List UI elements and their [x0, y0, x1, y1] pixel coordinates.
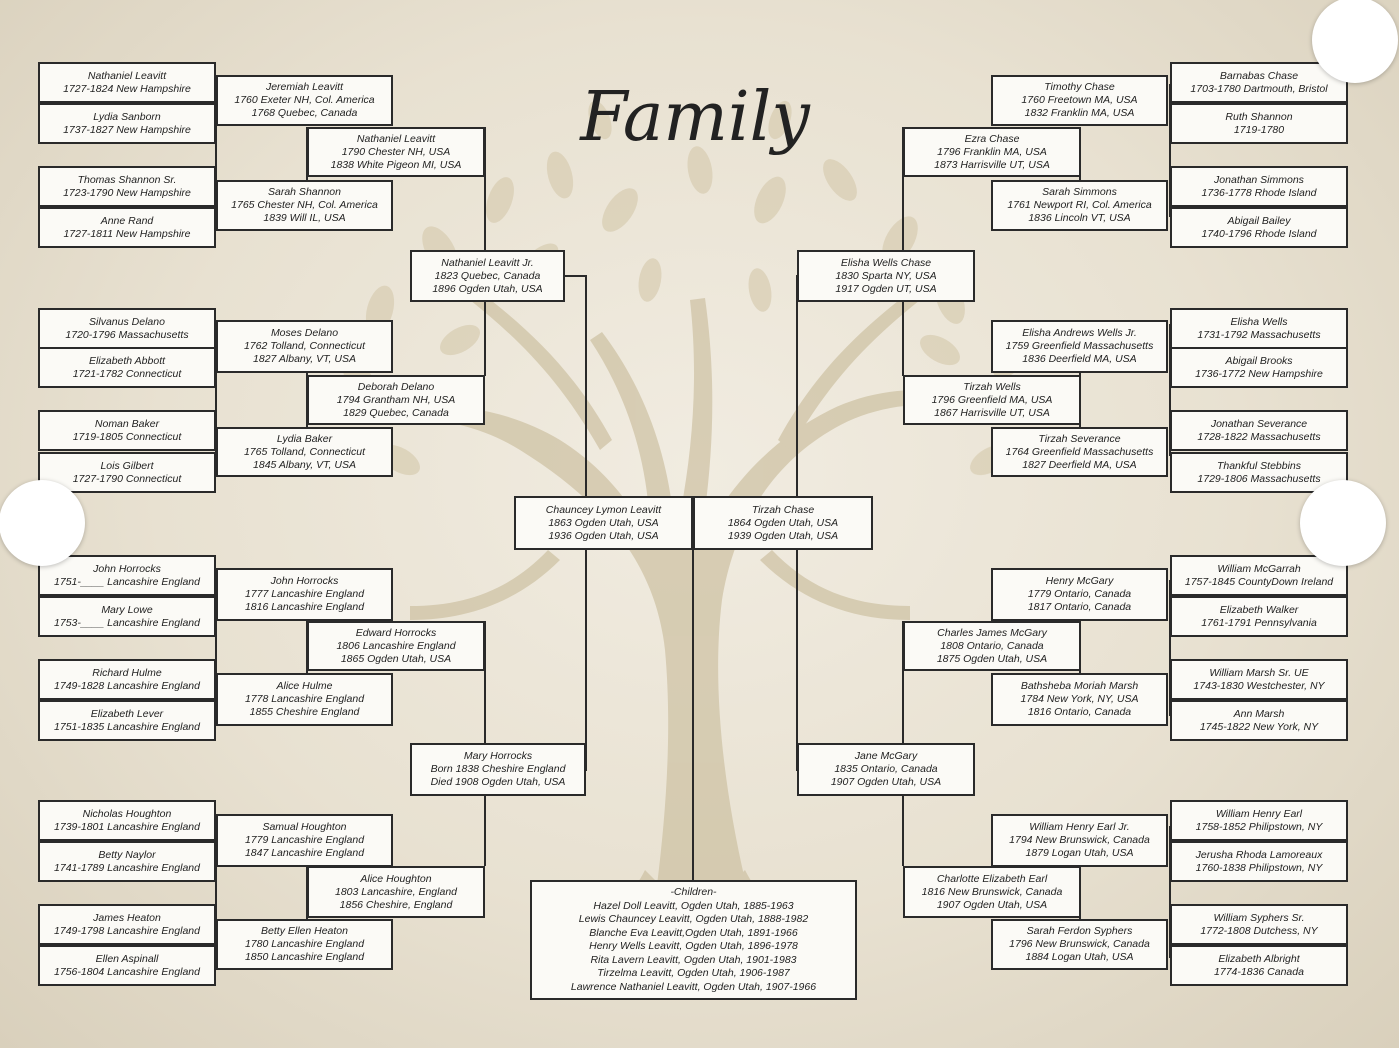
person-name: Ann Marsh	[1233, 707, 1285, 720]
page-title: Family	[580, 78, 810, 157]
person-name: Tirzah Chase	[751, 503, 815, 516]
person-name: Edward Horrocks	[355, 626, 437, 639]
child-entry: Lewis Chauncey Leavitt, Ogden Utah, 1888-1982	[578, 913, 809, 925]
person-name: Mary Horrocks	[463, 750, 533, 762]
person-name: Nathaniel Leavitt	[87, 69, 167, 82]
person-name: Barnabas Chase	[1219, 69, 1299, 82]
person-name: Sarah Simmons	[1042, 186, 1117, 198]
person-dates: 1727-1790 Connecticut	[72, 472, 182, 485]
person-box-gg-mary-lowe	[38, 596, 216, 637]
person-dates: 1740-1796 Rhode Island	[1201, 227, 1317, 240]
person-name: Thankful Stebbins	[1216, 459, 1302, 472]
person-name: Silvanus Delano	[89, 315, 165, 328]
person-dates: 1816 Ontario, Canada	[1027, 706, 1132, 718]
person-box-c-chauncey	[514, 496, 693, 550]
person-name: John Horrocks	[270, 575, 339, 587]
person-dates: 1794 New Brunswick, Canada	[1009, 834, 1150, 846]
nav-circle-right[interactable]	[1300, 480, 1386, 566]
person-box-gp-nathaniel-leavitt	[307, 127, 485, 177]
person-box-gg-betty-naylor	[38, 841, 216, 882]
person-box-gg-nathaniel-leavitt	[38, 62, 216, 103]
person-name: Ezra Chase	[964, 132, 1020, 145]
person-dates: 1816 Lancashire England	[244, 601, 365, 613]
child-entry: Henry Wells Leavitt, Ogden Utah, 1896-1978	[589, 940, 798, 952]
person-dates: 1850 Lancashire England	[244, 951, 365, 963]
person-name: Jerusha Rhoda Lamoreaux	[1195, 848, 1323, 861]
person-box-g-lydia-baker	[216, 427, 393, 477]
person-name: William Henry Earl	[1215, 807, 1303, 820]
person-dates: 1760 Freetown MA, USA	[1021, 94, 1138, 106]
person-dates: 1761 Newport RI, Col. America	[1007, 199, 1152, 211]
person-name: William McGarrah	[1217, 562, 1301, 575]
person-dates: Born 1838 Cheshire England	[430, 763, 566, 775]
person-name: Elisha Wells	[1230, 315, 1288, 328]
person-name: Mary Lowe	[101, 603, 153, 616]
person-dates: 1803 Lancashire, England	[334, 885, 457, 898]
person-name: Tirzah Wells	[963, 380, 1021, 393]
person-name: William Henry Earl Jr.	[1029, 821, 1130, 833]
person-box-gg-elizabeth-lever	[38, 700, 216, 741]
person-box-g-jeremiah-leavitt	[216, 75, 393, 126]
person-dates: 1780 Lancashire England	[244, 938, 365, 950]
person-dates: 1753-____ Lancashire England	[54, 616, 200, 629]
person-box-gp-charles-mcgary	[903, 621, 1081, 671]
person-dates: 1806 Lancashire England	[336, 639, 456, 652]
person-name: James Heaton	[93, 911, 161, 924]
person-dates: 1749-1828 Lancashire England	[54, 679, 200, 692]
person-dates: 1847 Lancashire England	[244, 847, 365, 859]
person-dates: 1794 Grantham NH, USA	[336, 393, 456, 406]
person-box-p-jane-mcgary	[797, 743, 975, 796]
person-box-gg-abigail-bailey	[1170, 207, 1348, 248]
person-dates: 1756-1804 Lancashire England	[54, 965, 200, 978]
person-name: Tirzah Severance	[1038, 432, 1121, 445]
person-dates: 1731-1792 Massachusetts	[1197, 328, 1321, 341]
person-box-gg-elizabeth-abbott	[38, 347, 216, 388]
person-name: Abigail Bailey	[1227, 214, 1291, 227]
person-box-gg-james-heaton	[38, 904, 216, 945]
person-name: Ruth Shannon	[1225, 110, 1293, 123]
person-dates: 1907 Ogden Utah, USA	[830, 776, 942, 788]
person-box-g-elisha-andrews-wells	[991, 320, 1168, 373]
child-entry: Blanche Eva Leavitt,Ogden Utah, 1891-1966	[589, 926, 798, 939]
person-dates: 1879 Logan Utah, USA	[1025, 847, 1134, 859]
person-dates: 1765 Tolland, Connecticut	[243, 445, 366, 458]
person-name: Elizabeth Albright	[1218, 952, 1300, 965]
person-dates: 1768 Quebec, Canada	[251, 107, 358, 119]
person-dates: 1779 Ontario, Canada	[1027, 588, 1132, 600]
person-name: Jane McGary	[854, 750, 918, 762]
person-dates: 1796 Franklin MA, USA	[937, 145, 1047, 158]
person-dates: 1741-1789 Lancashire England	[54, 861, 200, 874]
person-box-p-elisha-wells-chase	[797, 250, 975, 302]
person-dates: 1839 Will IL, USA	[263, 212, 346, 224]
person-dates: 1939 Ogden Utah, USA	[727, 529, 839, 542]
person-box-gg-william-mcgarrah	[1170, 555, 1348, 596]
person-name: Alice Houghton	[360, 872, 432, 885]
person-name: Nathaniel Leavitt	[356, 132, 436, 145]
person-name: Samual Houghton	[262, 821, 347, 833]
person-dates: 1936 Ogden Utah, USA	[548, 529, 659, 542]
person-name: Betty Ellen Heaton	[261, 925, 348, 937]
person-box-gg-lydia-sanborn	[38, 103, 216, 144]
person-name: Chauncey Lymon Leavitt	[545, 503, 662, 516]
person-box-p-mary-horrocks	[410, 743, 586, 796]
person-dates: 1845 Albany, VT, USA	[253, 458, 356, 471]
children-heading: -Children-	[670, 886, 717, 898]
person-dates: 1863 Ogden Utah, USA	[548, 516, 659, 529]
person-box-p-nathaniel-leavitt-jr	[410, 250, 565, 302]
person-box-gg-nicholas-houghton	[38, 800, 216, 841]
person-name: Lydia Baker	[276, 432, 333, 445]
person-box-gg-elizabeth-albright	[1170, 945, 1348, 986]
person-dates: 1719-1805 Connecticut	[72, 430, 182, 443]
person-dates: 1823 Quebec, Canada	[434, 269, 541, 282]
person-dates: 1745-1822 New York, NY	[1199, 720, 1319, 733]
person-dates: 1751-____ Lancashire England	[54, 575, 200, 588]
person-dates: 1720-1796 Massachusetts	[65, 328, 189, 341]
nav-circle-left[interactable]	[0, 480, 85, 566]
person-dates: 1765 Chester NH, Col. America	[231, 199, 378, 211]
person-box-gg-ann-marsh	[1170, 700, 1348, 741]
person-dates: 1736-1778 Rhode Island	[1201, 186, 1317, 199]
person-dates: 1727-1811 New Hampshire	[63, 227, 191, 240]
person-dates: 1751-1835 Lancashire England	[54, 720, 200, 733]
person-dates: 1790 Chester NH, USA	[341, 145, 451, 158]
person-box-g-sarah-shannon	[216, 180, 393, 231]
person-box-gg-barnabas-chase	[1170, 62, 1348, 103]
person-dates: 1836 Lincoln VT, USA	[1028, 212, 1131, 224]
person-dates: 1743-1830 Westchester, NY	[1193, 679, 1325, 692]
person-dates: 1728-1822 Massachusetts	[1197, 430, 1321, 443]
person-dates: 1778 Lancashire England	[244, 693, 365, 705]
person-dates: 1816 New Brunswick, Canada	[921, 885, 1063, 898]
person-box-g-henry-mcgary	[991, 568, 1168, 621]
person-dates: 1761-1791 Pennsylvania	[1201, 616, 1317, 629]
person-box-gg-noman-baker	[38, 410, 216, 451]
person-name: Thomas Shannon Sr.	[77, 173, 177, 186]
person-dates: 1817 Ontario, Canada	[1027, 601, 1132, 613]
person-box-g-sarah-simmons	[991, 180, 1168, 231]
person-name: Jonathan Simmons	[1214, 173, 1304, 186]
person-box-g-william-henry-earl-jr	[991, 814, 1168, 867]
person-name: Charles James McGary	[937, 626, 1047, 639]
person-dates: 1703-1780 Dartmouth, Bristol	[1190, 82, 1328, 95]
person-name: Nicholas Houghton	[82, 807, 172, 820]
person-name: Anne Rand	[100, 214, 154, 227]
person-box-gg-anne-rand	[38, 207, 216, 248]
person-dates: 1749-1798 Lancashire England	[54, 924, 200, 937]
person-dates: 1739-1801 Lancashire England	[54, 820, 200, 833]
person-dates: 1873 Harrisville UT, USA	[934, 158, 1050, 171]
person-dates: 1719-1780	[1233, 123, 1285, 136]
person-box-gg-elizabeth-walker	[1170, 596, 1348, 637]
person-box-gg-jonathan-severance	[1170, 410, 1348, 451]
person-dates: 1736-1772 New Hampshire	[1195, 367, 1323, 380]
person-name: Moses Delano	[270, 327, 339, 339]
person-dates: 1723-1790 New Hampshire	[63, 186, 191, 199]
person-dates: 1721-1782 Connecticut	[72, 367, 182, 380]
children-box	[530, 880, 857, 1000]
person-box-gp-deborah-delano	[307, 375, 485, 425]
person-dates: 1784 New York, NY, USA	[1020, 693, 1139, 705]
person-dates: 1917 Ogden UT, USA	[835, 282, 937, 295]
person-dates: 1777 Lancashire England	[244, 588, 365, 600]
person-dates: 1760-1838 Philipstown, NY	[1195, 861, 1323, 874]
person-dates: 1835 Ontario, Canada	[834, 763, 938, 775]
person-name: Elisha Wells Chase	[840, 256, 932, 269]
person-box-g-tirzah-severance	[991, 427, 1168, 477]
person-box-gg-silvanus-delano	[38, 308, 216, 349]
person-name: Charlotte Elizabeth Earl	[936, 872, 1048, 885]
person-box-g-bathsheba-marsh	[991, 673, 1168, 726]
person-dates: 1830 Sparta NY, USA	[835, 269, 937, 282]
person-dates: 1875 Ogden Utah, USA	[936, 652, 1048, 665]
person-name: Richard Hulme	[92, 666, 162, 679]
person-dates: 1758-1852 Philipstown, NY	[1195, 820, 1323, 833]
person-name: Elisha Andrews Wells Jr.	[1022, 327, 1137, 339]
person-box-gg-thomas-shannon	[38, 166, 216, 207]
person-name: Elizabeth Lever	[90, 707, 164, 720]
person-name: William Marsh Sr. UE	[1209, 666, 1309, 679]
person-dates: 1896 Ogden Utah, USA	[432, 282, 543, 295]
person-name: Alice Hulme	[276, 680, 333, 692]
person-name: Sarah Shannon	[268, 186, 341, 198]
person-box-g-moses-delano	[216, 320, 393, 373]
person-name: Bathsheba Moriah Marsh	[1020, 680, 1139, 692]
person-name: Jonathan Severance	[1210, 417, 1308, 430]
person-dates: 1865 Ogden Utah, USA	[340, 652, 452, 665]
person-dates: 1760 Exeter NH, Col. America	[234, 94, 375, 106]
person-dates: 1808 Ontario, Canada	[940, 639, 1044, 652]
person-box-gp-edward-horrocks	[307, 621, 485, 671]
person-dates: 1829 Quebec, Canada	[343, 406, 449, 419]
person-dates: 1757-1845 CountyDown Ireland	[1184, 575, 1334, 588]
person-dates: 1729-1806 Massachusetts	[1197, 472, 1321, 485]
person-box-gg-abigail-brooks	[1170, 347, 1348, 388]
person-dates: 1759 Greenfield Massachusetts	[1005, 340, 1154, 352]
person-box-gg-william-marsh	[1170, 659, 1348, 700]
person-dates: 1867 Harrisville UT, USA	[934, 406, 1050, 419]
child-entry: Hazel Doll Leavitt, Ogden Utah, 1885-1963	[593, 899, 794, 912]
person-box-c-tirzah-chase	[693, 496, 873, 550]
person-box-gg-ellen-aspinall	[38, 945, 216, 986]
person-box-gp-tirzah-wells	[903, 375, 1081, 425]
person-box-g-alice-hulme	[216, 673, 393, 726]
person-name: Elizabeth Walker	[1219, 603, 1299, 616]
person-dates: 1772-1808 Dutchess, NY	[1200, 924, 1318, 937]
person-name: William Syphers Sr.	[1213, 911, 1305, 924]
person-dates: 1836 Deerfield MA, USA	[1022, 353, 1137, 365]
person-box-gg-jonathan-simmons	[1170, 166, 1348, 207]
person-box-g-samual-houghton	[216, 814, 393, 867]
person-dates: 1737-1827 New Hampshire	[63, 123, 191, 136]
person-name: Lois Gilbert	[100, 459, 154, 472]
person-dates: 1764 Greenfield Massachusetts	[1005, 445, 1154, 458]
person-box-gg-ruth-shannon	[1170, 103, 1348, 144]
child-entry: Rita Lavern Leavitt, Ogden Utah, 1901-1983	[590, 953, 797, 966]
person-dates: 1864 Ogden Utah, USA	[727, 516, 839, 529]
person-box-gp-ezra-chase	[903, 127, 1081, 177]
person-dates: 1796 New Brunswick, Canada	[1009, 938, 1150, 950]
person-name: Deborah Delano	[357, 380, 435, 393]
person-name: Sarah Ferdon Syphers	[1026, 925, 1133, 937]
person-name: Timothy Chase	[1044, 81, 1115, 93]
person-dates: 1774-1836 Canada	[1214, 965, 1304, 978]
person-box-gg-william-syphers	[1170, 904, 1348, 945]
person-dates: 1779 Lancashire England	[244, 834, 365, 846]
nav-circle-top-right[interactable]	[1312, 0, 1398, 83]
person-box-g-timothy-chase	[991, 75, 1168, 126]
person-name: Noman Baker	[94, 417, 160, 430]
person-box-g-betty-ellen-heaton	[216, 919, 393, 970]
person-box-gg-william-henry-earl	[1170, 800, 1348, 841]
person-dates: 1907 Ogden Utah, USA	[936, 898, 1048, 911]
person-box-gp-charlotte-earl	[903, 866, 1081, 918]
person-name: Betty Naylor	[98, 848, 156, 861]
person-box-g-sarah-syphers	[991, 919, 1168, 970]
person-name: Elizabeth Abbott	[88, 354, 166, 367]
person-dates: 1762 Tolland, Connecticut	[243, 340, 366, 352]
person-box-g-john-horrocks	[216, 568, 393, 621]
person-box-gg-jerusha-lamoreaux	[1170, 841, 1348, 882]
child-entry: Tirzelma Leavitt, Ogden Utah, 1906-1987	[597, 967, 790, 979]
person-dates: 1884 Logan Utah, USA	[1025, 951, 1134, 963]
person-box-gg-elisha-wells	[1170, 308, 1348, 349]
person-name: John Horrocks	[93, 562, 161, 575]
person-dates: 1855 Cheshire England	[249, 706, 360, 718]
person-dates: 1827 Albany, VT, USA	[253, 353, 356, 365]
person-dates: 1838 White Pigeon MI, USA	[330, 158, 462, 171]
person-dates: 1827 Deerfield MA, USA	[1022, 458, 1137, 471]
person-box-gg-richard-hulme	[38, 659, 216, 700]
person-dates: 1832 Franklin MA, USA	[1024, 107, 1135, 119]
person-box-gp-alice-houghton	[307, 866, 485, 918]
person-dates: 1796 Greenfield MA, USA	[931, 393, 1053, 406]
person-name: Nathaniel Leavitt Jr.	[441, 256, 534, 269]
person-dates: 1727-1824 New Hampshire	[63, 82, 191, 95]
person-name: Ellen Aspinall	[95, 952, 159, 965]
person-name: Jeremiah Leavitt	[265, 81, 344, 93]
person-name: Abigail Brooks	[1225, 354, 1293, 367]
child-entry: Lawrence Nathaniel Leavitt, Ogden Utah, 1907-1966	[570, 980, 817, 993]
person-dates: Died 1908 Ogden Utah, USA	[430, 776, 566, 788]
person-box-gg-john-horrocks	[38, 555, 216, 596]
person-name: Lydia Sanborn	[93, 110, 161, 123]
person-dates: 1856 Cheshire, England	[339, 898, 453, 911]
person-name: Henry McGary	[1045, 575, 1114, 587]
